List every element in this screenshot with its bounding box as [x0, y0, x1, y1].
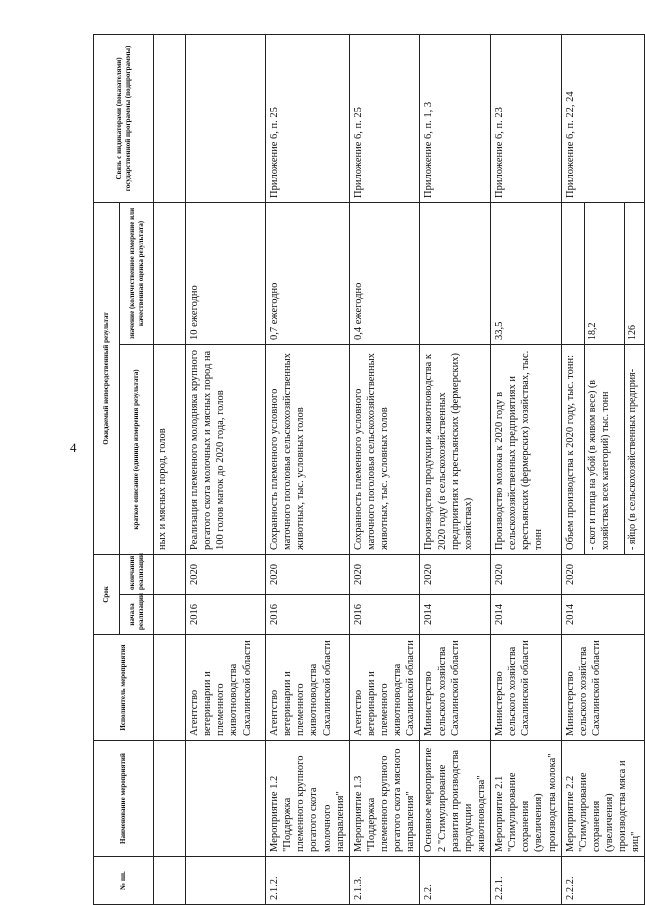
result-desc: Производство продукции животноводства к 2020 году (в сельскохозяйственных предприятиях и крестьянских (фермерских) хозяйствах)	[420, 344, 491, 554]
measure-name: Мероприятие 2.2 "Стимулирование сохранения (увеличения) производства мяса и яиц"	[561, 741, 645, 857]
header-num: № пп.	[94, 857, 154, 905]
table-row	[491, 34, 562, 904]
executor: Агентство ветеринарии и племенного животноводства Сахалинской области	[349, 635, 420, 741]
result-desc: Реализация племенного молодняка крупного рогатого скота молочных и мясных пород на 100 голов маток до 2020 года, голов	[186, 344, 266, 554]
indicator-link: Приложение 6, п. 23	[491, 34, 562, 202]
start-year: 2014	[420, 595, 491, 635]
row-num: 2.2.	[420, 857, 491, 905]
result-desc: Сохранность племенного условного маточного поголовья сельскохозяйственных животных, тыс. условных голов	[349, 344, 420, 554]
measure-name: Мероприятие 2.1 "Стимулирование сохранения (увеличения) производства молока"	[491, 741, 562, 857]
indicator-link	[186, 34, 266, 202]
end-year: 2020	[491, 554, 562, 594]
executor: Агентство ветеринарии и племенного животноводства Сахалинской области	[266, 635, 350, 741]
executor: Министерство сельского хозяйства Сахалинской области	[491, 635, 562, 741]
result-desc: Производство молока к 2020 году в сельскохозяйственных предприятиях и крестьянских (фермерских) хозяйствах, тыс. тонн	[491, 344, 562, 554]
table-row	[154, 34, 186, 904]
table-row	[561, 34, 584, 904]
result-value: 18,2	[585, 202, 625, 344]
result-desc: - скот и птица на убой (в живом весе) (в хозяйствах всех категорий) тыс. тонн	[585, 344, 625, 554]
start-year: 2014	[491, 595, 562, 635]
header-term: Срок	[94, 554, 120, 634]
executor: Министерство сельского хозяйства Сахалинской области	[420, 635, 491, 741]
result-value: 126	[624, 202, 645, 344]
result-value	[561, 202, 584, 344]
table-row	[349, 34, 420, 904]
indicator-link: Приложение 6, п. 22, 24	[561, 34, 645, 202]
start-year: 2016	[186, 595, 266, 635]
end-year: 2020	[186, 554, 266, 594]
result-desc: - яйцо (в сельскохозяйственных предприя-	[624, 344, 645, 554]
result-desc: Сохранность племенного условного маточного поголовья сельскохозяйственных животных, тыс. условных голов	[266, 344, 350, 554]
start-year: 2016	[266, 595, 350, 635]
indicator-link: Приложение 6, п. 1, 3	[420, 34, 491, 202]
header-result: Ожидаемый непосредственный результат	[94, 202, 120, 554]
result-value: 10 ежегодно	[186, 202, 266, 344]
result-value	[420, 202, 491, 344]
result-value: 33,5	[491, 202, 562, 344]
end-year: 2020	[266, 554, 350, 594]
result-value: 0,4 ежегодно	[349, 202, 420, 344]
header-indicator-link: Связь с индикаторами (показателями) государственной программы (подпрограммы)	[94, 34, 154, 202]
page-number: 4	[70, 440, 77, 455]
table-row	[186, 34, 266, 904]
row-num: 2.1.2.	[266, 857, 350, 905]
measure-name: Мероприятие 1.3 "Поддержка племенного крупного рогатого скота мясного направления"	[349, 741, 420, 857]
header-result-value: значение (количественное измерение или качественная оценка результата)	[120, 202, 154, 344]
row-num: 2.1.3.	[349, 857, 420, 905]
row-num	[186, 857, 266, 905]
end-year: 2020	[420, 554, 491, 594]
measure-name: Основное мероприятие 2 "Стимулирование развития производства продукции животноводства"	[420, 741, 491, 857]
header-name: Наименование мероприятий	[94, 741, 154, 857]
row-num: 2.2.1.	[491, 857, 562, 905]
table-row	[266, 34, 350, 904]
start-year: 2014	[561, 595, 645, 635]
result-desc: Объем производства к 2020 году, тыс. тонн:	[561, 344, 584, 554]
header-result-desc: краткое описание (единица измерения результата)	[120, 344, 154, 554]
program-table-sheet	[93, 35, 642, 905]
executor: Агентство ветеринарии и племенного животноводства Сахалинской области	[186, 635, 266, 741]
indicator-link: Приложение 6, п. 25	[349, 34, 420, 202]
measures-table	[93, 34, 645, 905]
end-year: 2020	[561, 554, 645, 594]
header-end: окончания реализации	[120, 554, 154, 594]
header-start: начала реализации	[120, 595, 154, 635]
start-year: 2016	[349, 595, 420, 635]
measure-name: Мероприятие 1.2 "Поддержка племенного крупного рогатого скота молочного направления"	[266, 741, 350, 857]
measure-name	[186, 741, 266, 857]
row-num: 2.2.2.	[561, 857, 645, 905]
executor: Министерство сельского хозяйства Сахалинской области	[561, 635, 645, 741]
table-row	[420, 34, 491, 904]
end-year: 2020	[349, 554, 420, 594]
indicator-link: Приложение 6, п. 25	[266, 34, 350, 202]
result-desc: ных и мясных пород, голов	[154, 344, 186, 554]
header-executor: Исполнитель мероприятия	[94, 635, 154, 741]
result-value: 0,7 ежегодно	[266, 202, 350, 344]
